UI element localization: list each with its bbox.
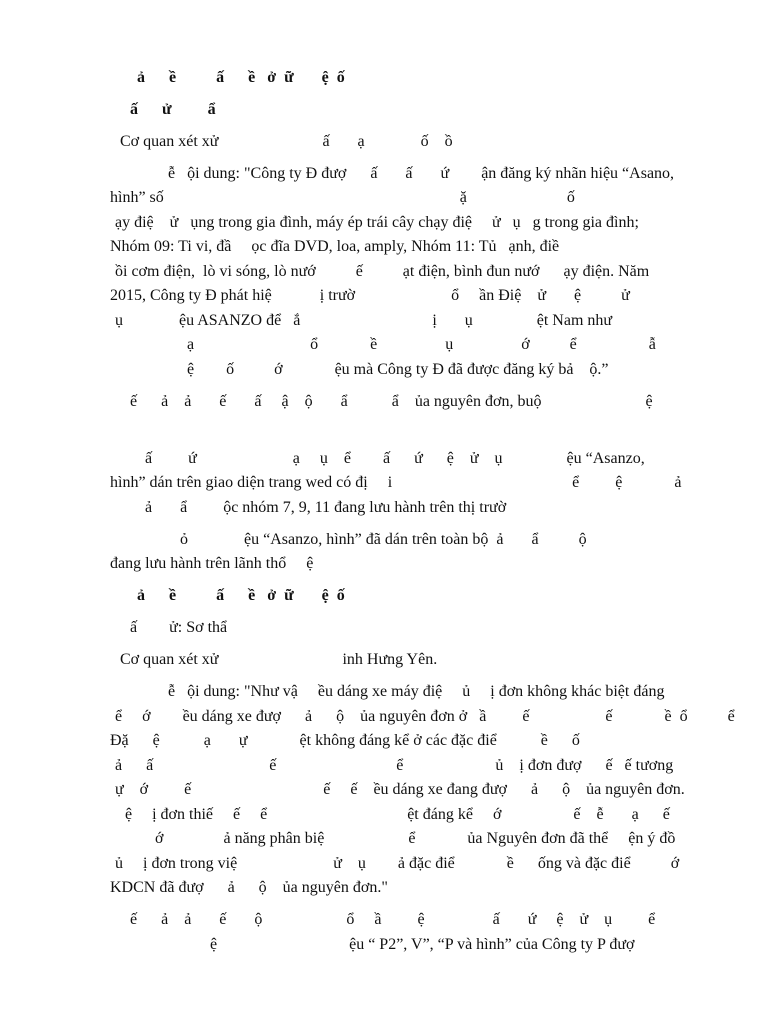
trial-level: ấ ử: Sơ thẩ xyxy=(130,619,228,636)
section-heading: ả ề ấ ề ở ữ ệ ố xyxy=(137,587,345,604)
ruling-line: hình” dán trên giao diện trang wed có đị i ể ệ ả xyxy=(110,474,682,491)
summary-line: ệ ố ớ ệu mà Công ty Đ đã được đăng ký bả ộ.” xyxy=(187,361,609,378)
summary-line: ạ ổ ề ụ ớ ể ẫ xyxy=(187,336,656,353)
summary-line: ả ấ ế ể ủ ị đơn đượ ế ế tương xyxy=(115,757,674,774)
summary-line: Đặ ệ ạ ự ệt không đáng kể ở các đặc điể ề ố xyxy=(110,732,580,749)
summary-line: ể ớ ều dáng xe đượ ả ộ ủa nguyên đơn ở ầ ế ế ề ổ ể xyxy=(115,708,735,725)
ruling-line: ấ ứ ạ ụ ể ấ ứ ệ ử ụ ệu “Asanzo, xyxy=(145,450,645,467)
summary-line: ễ ội dung: "Công ty Đ đượ ấ ấ ứ ận đăng ký nhãn hiệu “Asano, xyxy=(168,165,675,182)
summary-line: ồi cơm điện, lò vi sóng, lò nướ ế ạt điện, bình đun nướ ạy điện. Năm xyxy=(115,263,650,280)
summary-line: 2015, Công ty Đ phát hiệ ị trườ ổ ần Điệ ử ệ ử xyxy=(110,287,630,304)
summary-line: Nhóm 09: Ti vi, đầ ọc đĩa DVD, loa, amply, Nhóm 11: Tủ ạnh, điề xyxy=(110,238,560,255)
summary-line: ạy điệ ử ụng trong gia đình, máy ép trái cây chạy điệ ử ụ g trong gia đình; xyxy=(115,214,639,231)
ruling-line: đang lưu hành trên lãnh thổ ệ xyxy=(110,555,314,572)
ruling-line: ệ ệu “ P2”, V”, “P và hình” của Công ty P đượ xyxy=(210,936,635,953)
summary-line: ụ ệu ASANZO để ắ ị ụ ệt Nam như xyxy=(115,312,613,329)
ruling-line: ả ẩ ộc nhóm 7, 9, 11 đang lưu hành trên thị trườ xyxy=(145,499,507,516)
summary-line: ủ ị đơn trong việ ử ụ ả đặc điể ề ống và đặc điể ớ xyxy=(115,855,680,872)
summary-line: ệ ị đơn thiế ế ể ệt đáng kể ớ ế ễ ạ ế xyxy=(125,806,670,823)
summary-line: hình” số ặ ố xyxy=(110,189,575,206)
summary-line: KDCN đã đượ ả ộ ủa nguyên đơn." xyxy=(110,879,388,896)
court-body: Cơ quan xét xử ấ ạ ố ồ xyxy=(120,133,453,150)
summary-line: ự ớ ế ế ế ều dáng xe đang đượ ả ộ ủa nguyên đơn. xyxy=(115,781,685,798)
summary-line: ớ ả năng phân biệ ể ủa Nguyên đơn đã thể ện ý đồ xyxy=(155,830,676,847)
ruling-line: ế ả ả ế ộ ổ ầ ệ ấ ứ ệ ử ụ ể xyxy=(130,911,656,928)
ruling-line: ỏ ệu “Asanzo, hình” đã dán trên toàn bộ ả ẩ ộ xyxy=(180,531,587,548)
trial-level: ấ ử ẩ xyxy=(130,101,216,118)
section-heading: ả ề ấ ề ở ữ ệ ố xyxy=(137,69,345,86)
ruling-line: ế ả ả ế ấ ậ ộ ẩ ẩ ủa nguyên đơn, buộ ệ xyxy=(130,393,653,410)
summary-line: ễ ội dung: "Như vậ ều dáng xe máy điệ ủ ị đơn không khác biệt đáng xyxy=(168,683,665,700)
court-body: Cơ quan xét xử inh Hưng Yên. xyxy=(120,651,438,668)
